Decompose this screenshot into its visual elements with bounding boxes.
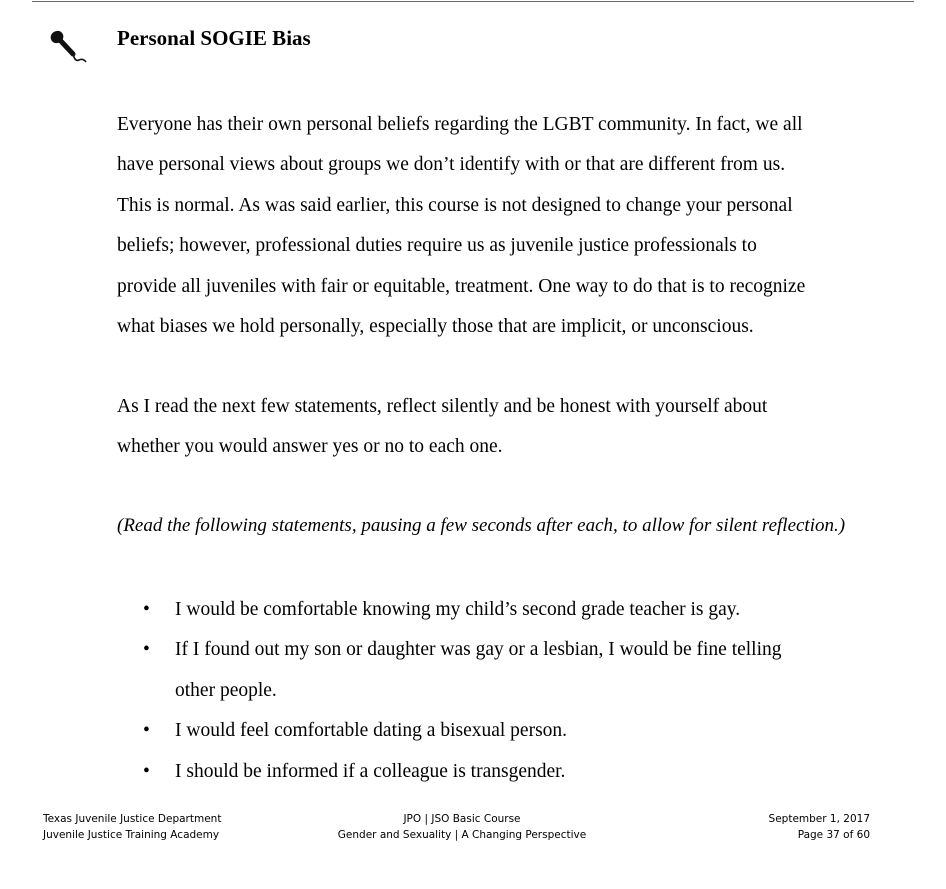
header-rule bbox=[32, 1, 914, 2]
list-item-text: I should be informed if a colleague is transgender. bbox=[175, 760, 566, 782]
paragraph-line: have personal views about groups we don’t identify with or that are different from us. bbox=[117, 154, 786, 176]
paragraph-line: beliefs; however, professional duties require us as juvenile justice professionals to bbox=[117, 235, 757, 257]
page-number: Page 37 of 60 bbox=[797, 829, 870, 841]
footer-date-page bbox=[769, 811, 870, 843]
paragraph-line: what biases we hold personally, especially those that are implicit, or unconscious. bbox=[117, 316, 754, 338]
statement-list bbox=[0, 590, 946, 792]
paragraph-line: This is normal. As was said earlier, this course is not designed to change your personal bbox=[117, 194, 793, 216]
list-item-text: other people. bbox=[175, 679, 277, 701]
reflection-paragraph bbox=[117, 387, 917, 468]
list-item bbox=[0, 752, 946, 792]
footer-line: Gender and Sexuality | A Changing Perspective bbox=[337, 829, 587, 841]
list-item bbox=[0, 590, 946, 630]
list-item bbox=[0, 630, 946, 711]
footer-date: September 1, 2017 bbox=[768, 813, 870, 825]
list-item bbox=[0, 711, 946, 751]
facilitator-instruction: (Read the following statements, pausing a few seconds after each, to allow for silent reflection.) bbox=[117, 515, 846, 536]
paragraph-line: whether you would answer yes or no to each one. bbox=[117, 436, 503, 458]
bullet-icon: • bbox=[143, 599, 150, 620]
intro-paragraph bbox=[117, 105, 917, 347]
bullet-icon: • bbox=[143, 760, 150, 782]
paragraph-line: As I read the next few statements, reflect silently and be honest with yourself about bbox=[117, 396, 768, 417]
section-title: Personal SOGIE Bias bbox=[117, 26, 311, 50]
list-item-text: I would feel comfortable dating a bisexual person. bbox=[175, 720, 568, 742]
microphone-icon bbox=[48, 29, 88, 65]
list-item-text: If I found out my son or daughter was gay or a lesbian, I would be fine telling bbox=[175, 639, 782, 661]
paragraph-line: provide all juveniles with fair or equitable, treatment. One way to do that is to recognize bbox=[117, 275, 806, 297]
footer-line: JPO | JSO Basic Course bbox=[403, 813, 521, 825]
footer-line: Juvenile Justice Training Academy bbox=[43, 829, 220, 841]
bullet-icon: • bbox=[143, 720, 150, 742]
paragraph-line: Everyone has their own personal beliefs regarding the LGBT community. In fact, we all bbox=[117, 114, 803, 135]
footer-line: Texas Juvenile Justice Department bbox=[43, 813, 222, 825]
list-item-text: I would be comfortable knowing my child’s second grade teacher is gay. bbox=[175, 599, 741, 620]
bullet-icon: • bbox=[143, 639, 150, 661]
